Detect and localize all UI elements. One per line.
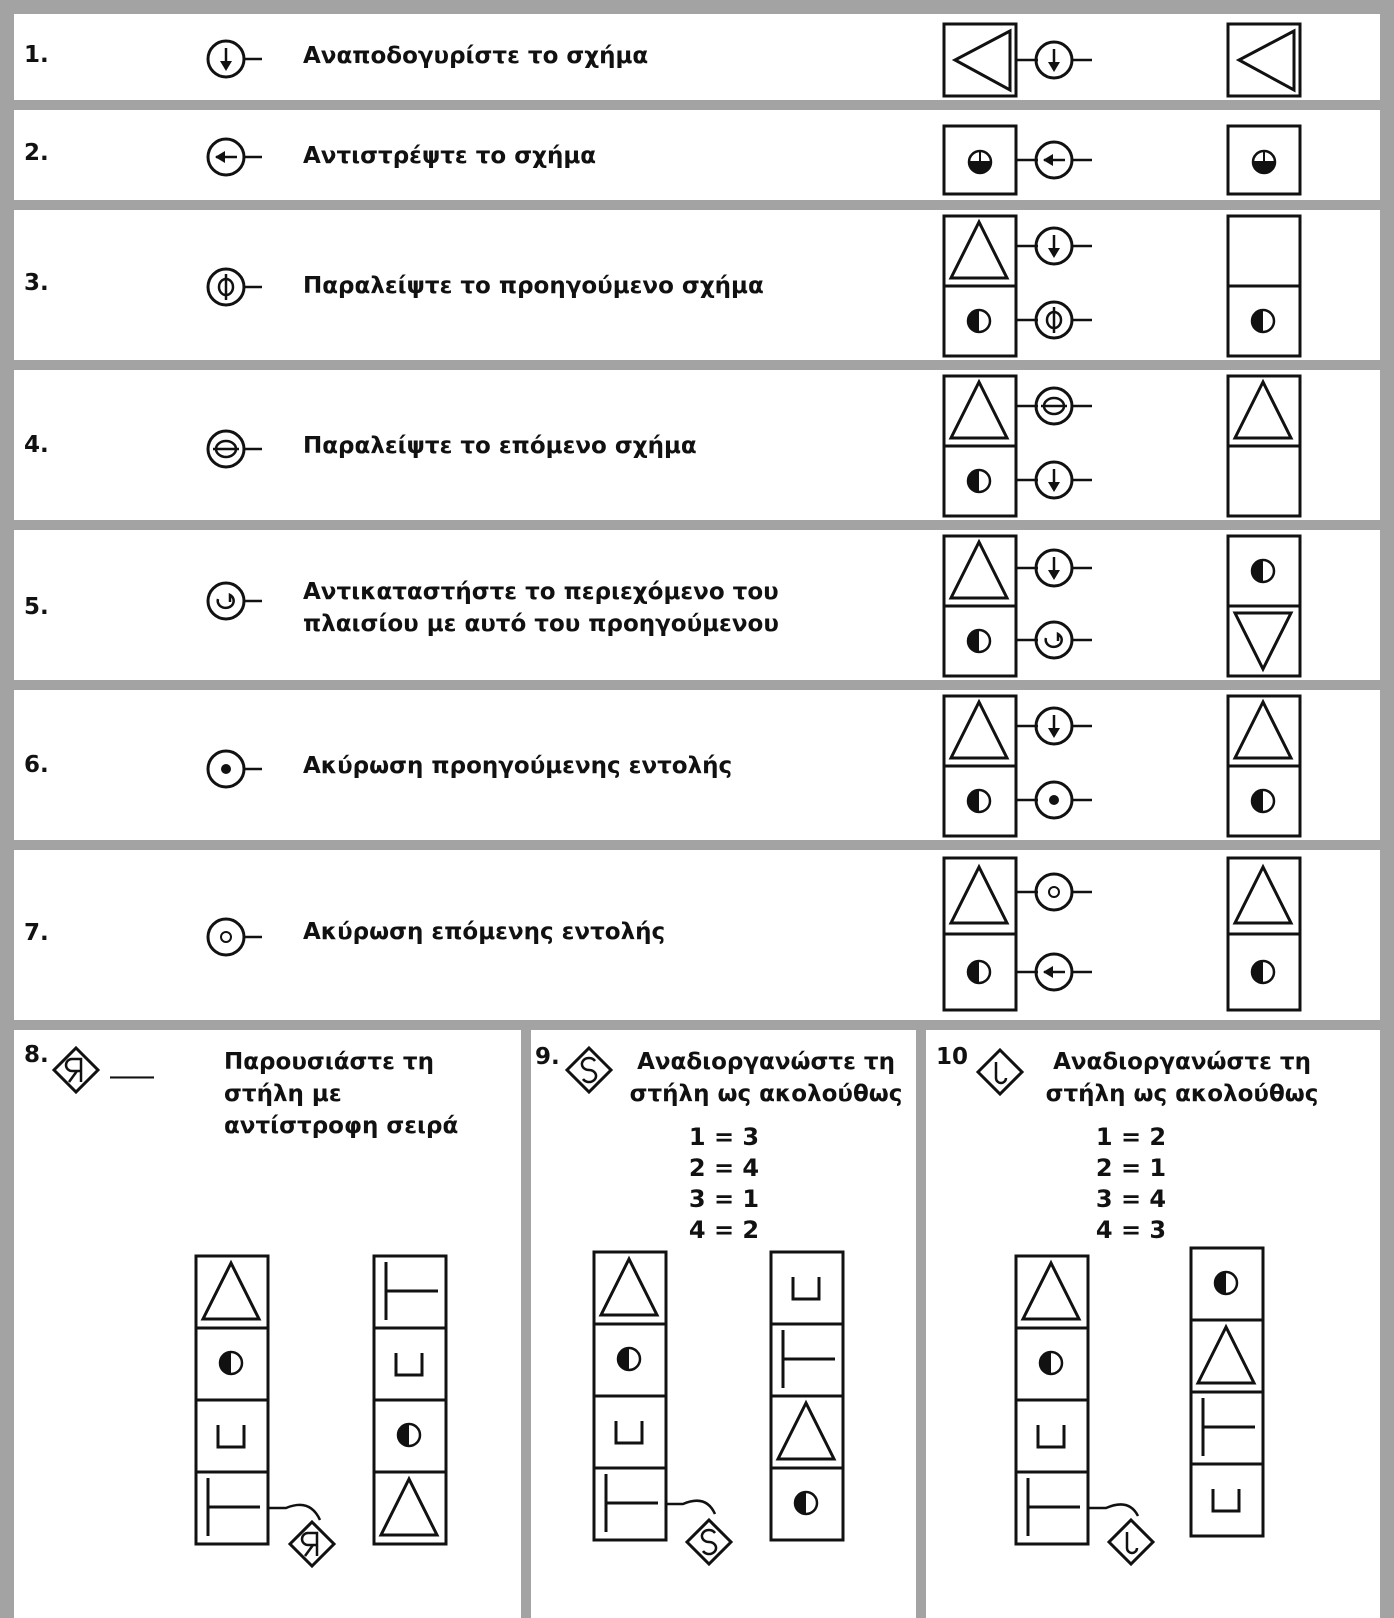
instruction-text: Ακύρωση επόμενης εντολής <box>303 919 666 945</box>
mapping-line: 4 = 2 <box>688 1216 760 1244</box>
instruction-number: 4. <box>24 432 49 458</box>
instruction-number: 7. <box>24 920 49 946</box>
instruction-row-4 <box>14 370 1380 520</box>
mapping-line: 4 = 3 <box>1095 1216 1167 1244</box>
instruction-text: Παραλείψτε το επόμενο σχήμα <box>303 433 697 459</box>
panel-8 <box>14 1030 521 1618</box>
example-skip-next <box>14 370 1380 520</box>
panel-number: 9. <box>535 1044 560 1070</box>
example-cancel-next <box>14 850 1380 1020</box>
instruction-number: 1. <box>24 42 49 68</box>
panel-title-line-2: στήλη ως ακολούθως <box>1045 1081 1319 1107</box>
mapping-line: 1 = 3 <box>688 1123 760 1151</box>
panel-number: 10 <box>936 1044 969 1070</box>
instruction-number: 5. <box>24 594 49 620</box>
mapping-line: 3 = 4 <box>1095 1185 1167 1213</box>
panel-10 <box>926 1030 1380 1618</box>
blank-line: ____ <box>110 1054 154 1079</box>
instruction-row-5 <box>14 530 1380 680</box>
instruction-number: 2. <box>24 140 49 166</box>
instruction-text: Παραλείψτε το προηγούμενο σχήμα <box>303 273 764 299</box>
instruction-text: Αναποδογυρίστε το σχήμα <box>303 43 649 69</box>
panel-title-line-1: Παρουσιάστε τη <box>224 1049 434 1075</box>
mapping-line: 3 = 1 <box>688 1185 760 1213</box>
instruction-number: 6. <box>24 752 49 778</box>
panel-title-line-1: Αναδιοργανώστε τη <box>637 1049 895 1075</box>
example-reverse <box>14 110 1380 200</box>
example-skip-previous <box>14 210 1380 360</box>
mapping-line: 1 = 2 <box>1095 1123 1167 1151</box>
instruction-text: Ακύρωση προηγούμενης εντολής <box>303 753 733 779</box>
instruction-row-7 <box>14 850 1380 1020</box>
column-example <box>531 1030 916 1618</box>
instruction-row-2 <box>14 110 1380 200</box>
instruction-text-line-2: πλαισίου με αυτό του προηγούμενου <box>303 611 779 637</box>
example-flip <box>14 14 1380 100</box>
panel-title-line-2: στήλη ως ακολούθως <box>629 1081 903 1107</box>
instruction-text-line-1: Αντικαταστήστε το περιεχόμενο του <box>303 579 779 605</box>
panel-title-line-3: αντίστροφη σειρά <box>224 1113 459 1139</box>
example-cancel-previous <box>14 690 1380 840</box>
panel-9 <box>531 1030 916 1618</box>
panel-number: 8. <box>24 1042 49 1068</box>
panel-title-line-1: Αναδιοργανώστε τη <box>1053 1049 1311 1075</box>
instruction-row-1 <box>14 14 1380 100</box>
instruction-number: 3. <box>24 270 49 296</box>
example-replace <box>14 530 1380 680</box>
column-example <box>926 1030 1380 1618</box>
panel-title-line-2: στήλη με <box>224 1081 342 1107</box>
column-example <box>14 1030 521 1618</box>
instruction-text: Αντιστρέψτε το σχήμα <box>303 143 597 169</box>
mapping-line: 2 = 1 <box>1095 1154 1167 1182</box>
instruction-row-6 <box>14 690 1380 840</box>
mapping-line: 2 = 4 <box>688 1154 760 1182</box>
instruction-row-3 <box>14 210 1380 360</box>
